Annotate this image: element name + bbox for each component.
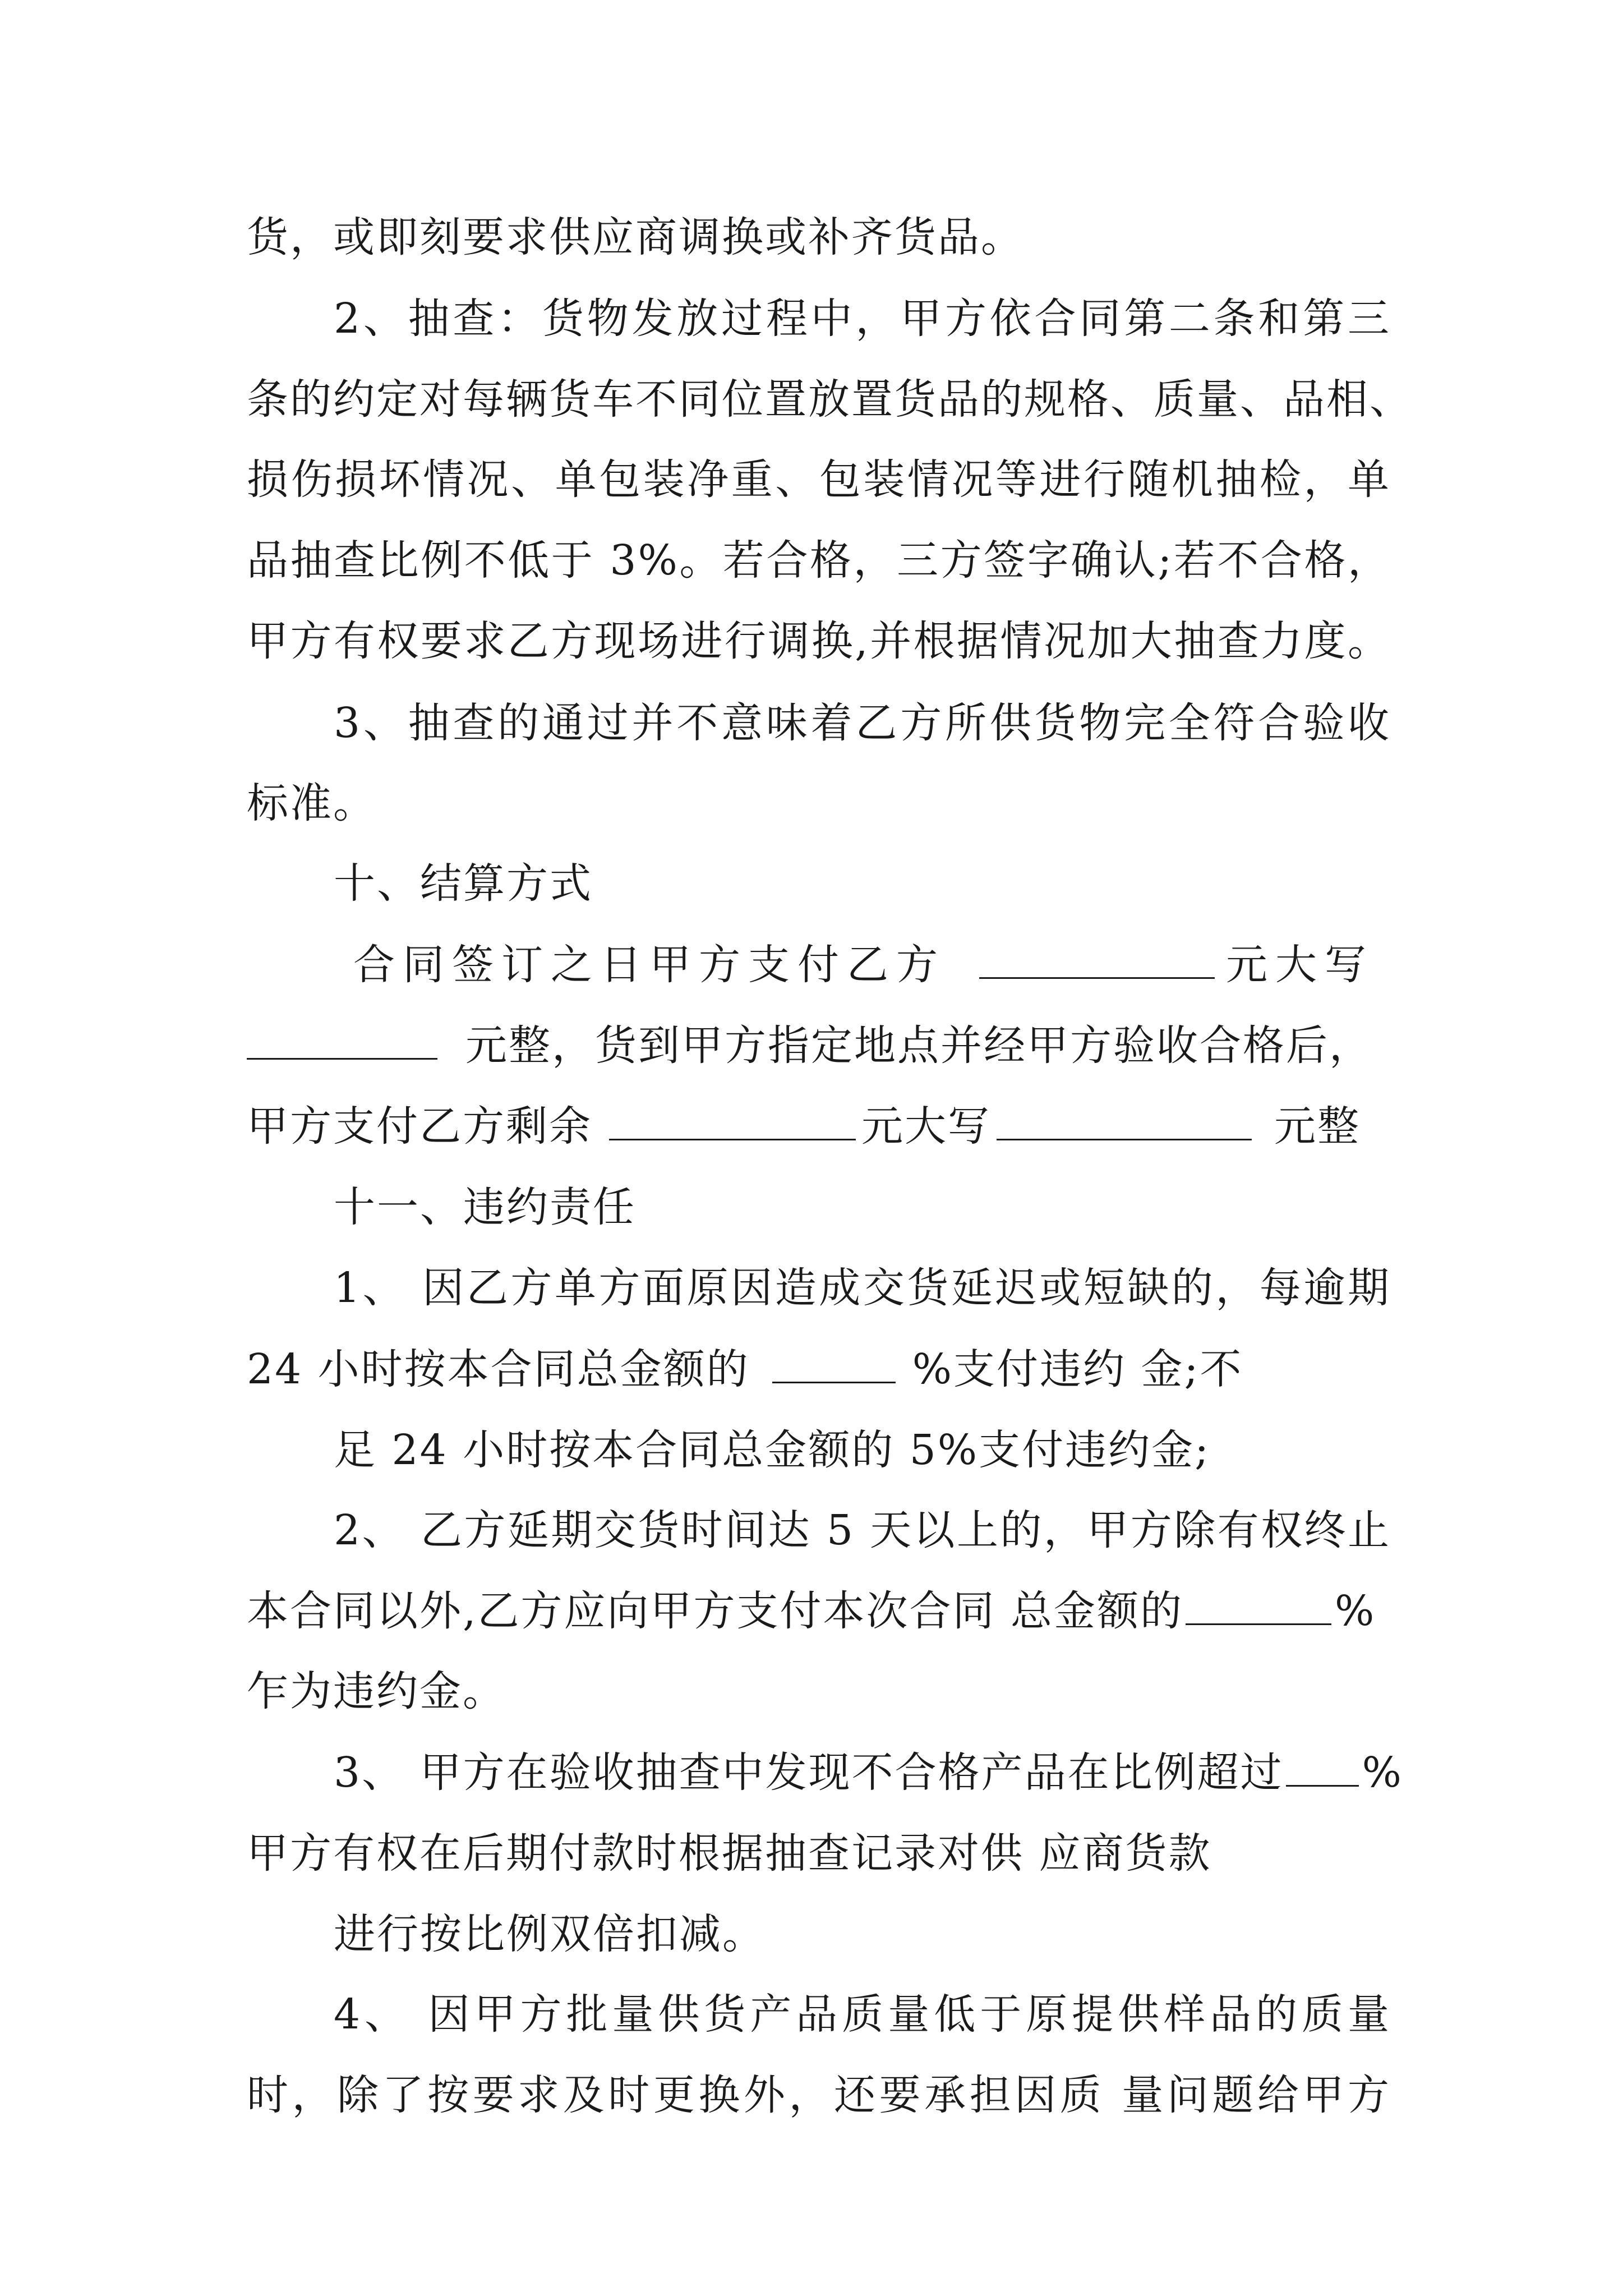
text-line [247, 1569, 1391, 1653]
text-line: 甲方有权在后期付款时根据抽查记录对供 应商货款 [247, 1829, 1212, 1878]
text-segment: 本合同以外,乙方应向甲方支付本次合同 总金额的 [247, 1587, 1184, 1635]
fill-in-blank [1286, 1734, 1359, 1787]
text-line: 2、抽查：货物发放过程中，甲方依合同第二条和第三 [334, 295, 1391, 343]
text-segment: 甲方支付乙方剩余 [247, 1102, 592, 1151]
text-line: 品抽查比例不低于 3%。若合格，三方签字确认;若不合格， [247, 536, 1391, 585]
text-segment: 元整，货到甲方指定地点并经甲方验收合格后， [465, 1022, 1372, 1070]
text-segment: %支付违约 金;不 [912, 1345, 1243, 1393]
section-heading: 十一、违约责任 [334, 1183, 636, 1231]
text-line: 乍为违约金。 [247, 1667, 506, 1715]
fill-in-blank [247, 1007, 437, 1060]
text-segment: 合同签订之日甲方支付乙方 [353, 941, 946, 989]
section-heading: 十、结算方式 [334, 859, 593, 908]
text-segment: 24 小时按本合同总金额的 [247, 1345, 750, 1393]
text-line [353, 923, 1391, 1007]
text-line: 货，或即刻要求供应商调换或补齐货品。 [247, 213, 1024, 261]
text-line: 4、 因甲方批量供货产品质量低于原提供样品的质量 [334, 1990, 1391, 2039]
text-line [247, 1327, 1391, 1411]
text-line [334, 1731, 1403, 1815]
text-line: 2、 乙方延期交货时间达 5 天以上的，甲方除有权终止 [334, 1506, 1391, 1554]
text-line [247, 1084, 1391, 1168]
fill-in-blank [979, 927, 1215, 979]
text-segment: % [1362, 1749, 1403, 1797]
text-line: 甲方有权要求乙方现场进行调换,并根据情况加大抽查力度。 [247, 617, 1391, 665]
fill-in-blank [609, 1088, 856, 1140]
text-line: 损伤损坏情况、单包装净重、包装情况等进行随机抽检，单 [247, 455, 1391, 504]
text-segment: 元大写 [1226, 941, 1374, 989]
text-line: 进行按比例双倍扣减。 [334, 1910, 766, 1958]
text-line: 足 24 小时按本合同总金额的 5%支付违约金; [334, 1426, 1211, 1474]
fill-in-blank [1186, 1573, 1331, 1625]
text-line: 标准。 [247, 779, 376, 827]
text-line: 时，除了按要求及时更换外，还要承担因质 量问题给甲方 [247, 2071, 1391, 2119]
text-segment: 元整 [1274, 1102, 1361, 1151]
text-line [247, 1004, 1391, 1088]
text-line: 条的约定对每辆货车不同位置放置货品的规格、质量、品相、 [247, 375, 1413, 424]
text-line: 3、抽查的通过并不意味着乙方所供货物完全符合验收 [334, 699, 1391, 747]
text-segment: % [1335, 1587, 1376, 1635]
text-line: 1、 因乙方单方面原因造成交货延迟或短缺的，每逾期 [334, 1264, 1391, 1312]
text-segment: 3、 甲方在验收抽查中发现不合格产品在比例超过 [334, 1749, 1284, 1797]
fill-in-blank [772, 1331, 896, 1383]
fill-in-blank [997, 1088, 1252, 1140]
text-segment: 元大写 [861, 1102, 991, 1151]
